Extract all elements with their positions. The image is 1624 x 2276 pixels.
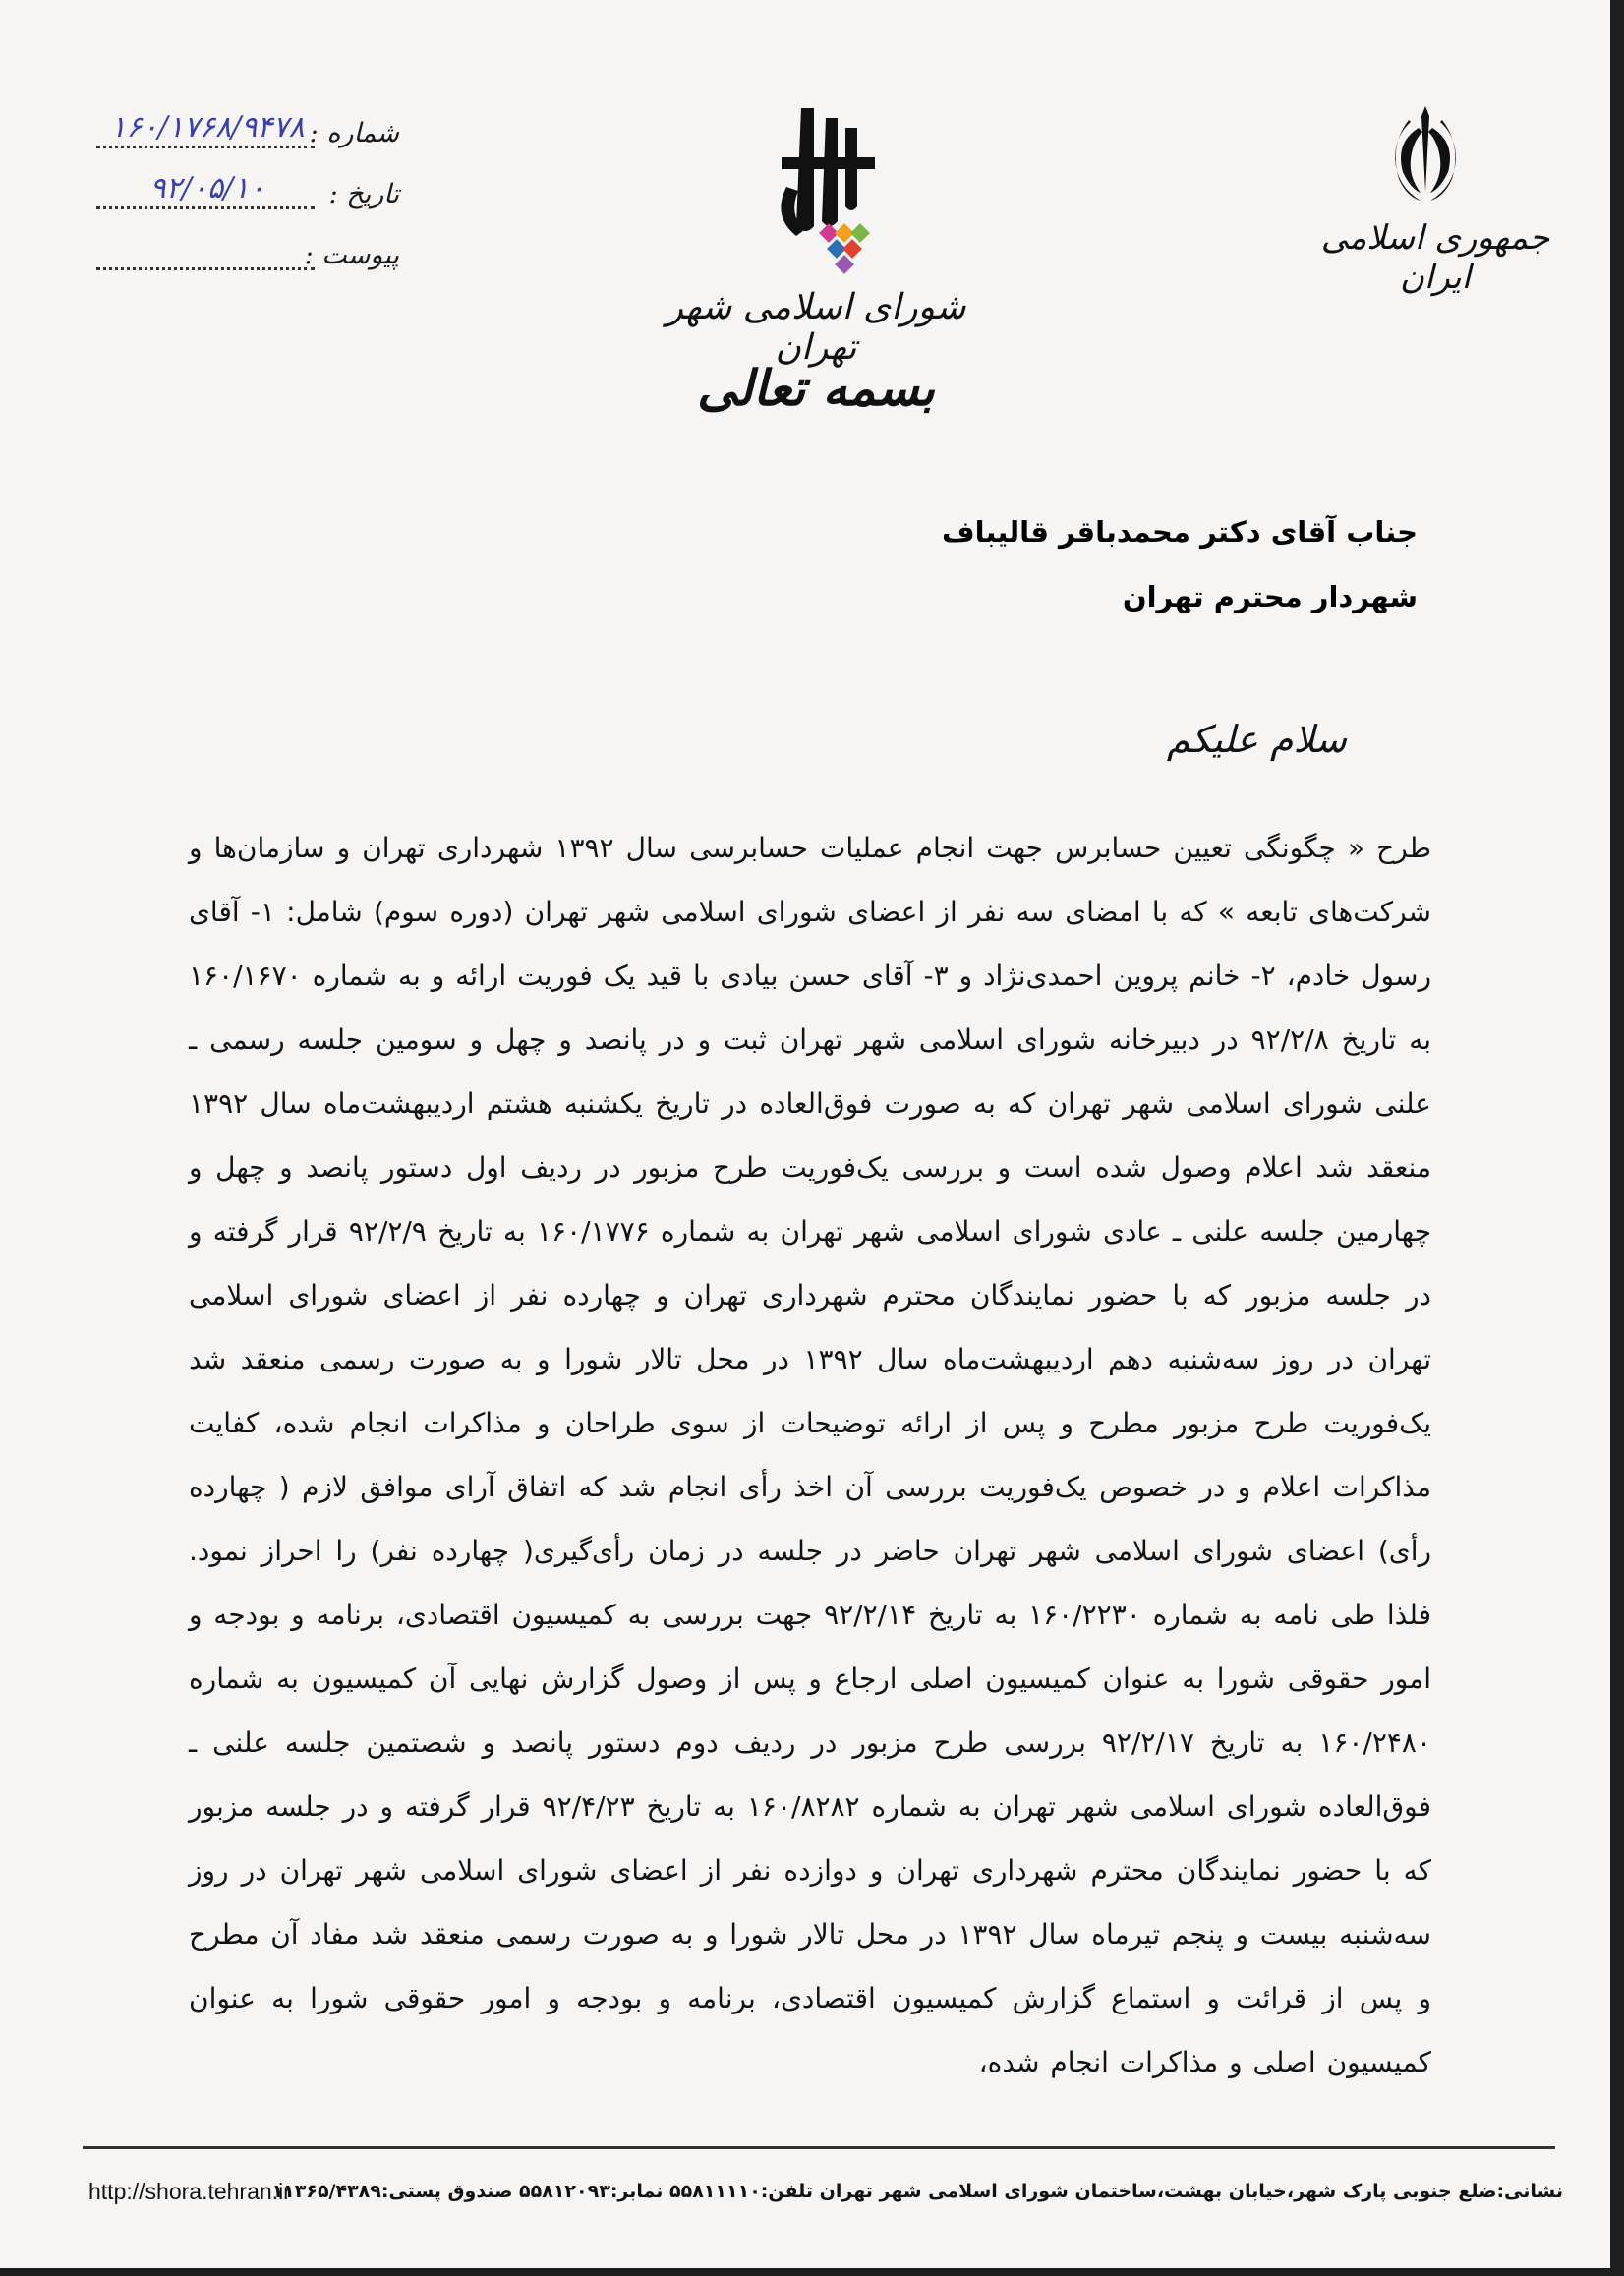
addressee-block — [942, 499, 1418, 629]
meta-date-row — [94, 171, 399, 232]
letter-date-label: تاریخ : — [328, 179, 399, 209]
attachment-label: پیوست : — [304, 240, 399, 270]
letter-number-value: ۱۶۰/۱۷۶۸/۹۴۷۸ — [110, 110, 305, 145]
dotted-line — [96, 146, 315, 148]
addressee-title: شهردار محترم تهران — [1122, 580, 1418, 613]
salutation: سلام علیکم — [1166, 718, 1347, 761]
meta-number-row — [94, 110, 399, 171]
meta-attachment-row — [94, 232, 399, 293]
invocation: بسمه تعالی — [697, 359, 935, 417]
dotted-line — [96, 206, 315, 209]
iran-emblem-icon — [1381, 98, 1470, 206]
addressee-name: جناب آقای دکتر محمدباقر قالیباف — [941, 515, 1418, 549]
council-name: شورای اسلامی شهر تهران — [666, 287, 966, 368]
country-name: جمهوری اسلامی ایران — [1320, 218, 1550, 297]
footer-divider — [83, 2146, 1555, 2149]
letter-number-label: شماره : — [309, 118, 399, 148]
footer-address: نشانی:ضلع جنوبی پارک شهر،خیابان بهشت،ساختمان شورای اسلامی شهر تهران تلفن:۵۵۸۱۱۱۱۰ نمابر:۵۵۸۱۲۰۹۳ صندوق پستی:۱۱۳۶۵/۴۳۸۹ — [271, 2181, 1563, 2202]
letter-body: طرح « چگونگی تعیین حسابرس جهت انجام عملیات حسابرسی سال ۱۳۹۲ شهرداری تهران و سازمان‌ها و شرکت‌های تابعه » که با امضای سه نفر از اعضای شورای اسلامی شهر تهران (دوره سوم) شامل: ۱- آقای رسول خادم، ۲- خانم پروین احمدی‌نژاد و ۳- آقای حسن بیادی با قید یک فوریت ارائه و به شماره ۱۶۰/۱۶۷۰ به تاریخ ۹۲/۲/۸ در دبیرخانه شورای اسلامی شهر تهران ثبت و در پانصد و چهل و سومین جلسه رسمی ـ علنی شورای اسلامی شهر تهران که به صورت فوق‌العاده در تاریخ یکشنبه هشتم اردیبهشت‌ماه سال ۱۳۹۲ منعقد شد اعلام وصول شده است و بررسی یک‌فوریت طرح مزبور در ردیف اول دستور پانصد و چهل و چهارمین جلسه علنی ـ عادی شورای اسلامی شهر تهران به شماره ۱۶۰/۱۷۷۶ به تاریخ ۹۲/۲/۹ قرار گرفته و در جلسه مزبور که با حضور نمایندگان محترم شهرداری تهران و چهارده نفر از اعضای شورای اسلامی تهران در روز سه‌شنبه دهم اردیبهشت‌ماه سال ۱۳۹۲ در محل تالار شورا و به صورت رسمی منعقد شد یک‌فوریت طرح مزبور مطرح و پس از ارائه توضیحات از سوی طراحان و مذاکرات انجام شده، کفایت مذاکرات اعلام و در خصوص یک‌فوریت بررسی آن اخذ رأی انجام شد که اتفاق آرای موافق لازم ( چهارده رأی) اعضای شورای اسلامی شهر تهران حاضر در جلسه در زمان رأی‌گیری( چهارده نفر) را احراز نمود. فلذا طی نامه به شماره ۱۶۰/۲۲۳۰ به تاریخ ۹۲/۲/۱۴ جهت بررسی به کمیسیون اقتصادی، برنامه و بودجه و امور حقوقی شورا به عنوان کمیسیون اصلی ارجاع و پس از وصول گزارش نهایی آن کمیسیون به شماره ۱۶۰/۲۴۸۰ به تاریخ ۹۲/۲/۱۷ بررسی طرح مزبور در ردیف دوم دستور پانصد و شصتمین جلسه علنی ـ فوق‌العاده شورای اسلامی شهر تهران به شماره ۱۶۰/۸۲۸۲ به تاریخ ۹۲/۴/۲۳ قرار گرفته و در جلسه مزبور که با حضور نمایندگان محترم شهرداری تهران و دوازده نفر از اعضای شورای اسلامی شهر تهران در روز سه‌شنبه بیست و پنجم تیرماه سال ۱۳۹۲ در محل تالار شورا و به صورت رسمی منعقد شد مفاد آن مطرح و پس از قرائت و استماع گزارش کمیسیون اقتصادی، برنامه و بودجه و امور حقوقی شورا به عنوان کمیسیون اصلی و مذاکرات انجام شده، — [189, 832, 1432, 2078]
council-logo-icon — [727, 88, 924, 285]
letter-date-value: ۹۲/۰۵/۱۰ — [149, 171, 265, 205]
footer-website-link[interactable]: http://shora.tehran.ir — [88, 2179, 291, 2204]
letter-meta — [94, 110, 399, 293]
dotted-line — [96, 267, 315, 270]
